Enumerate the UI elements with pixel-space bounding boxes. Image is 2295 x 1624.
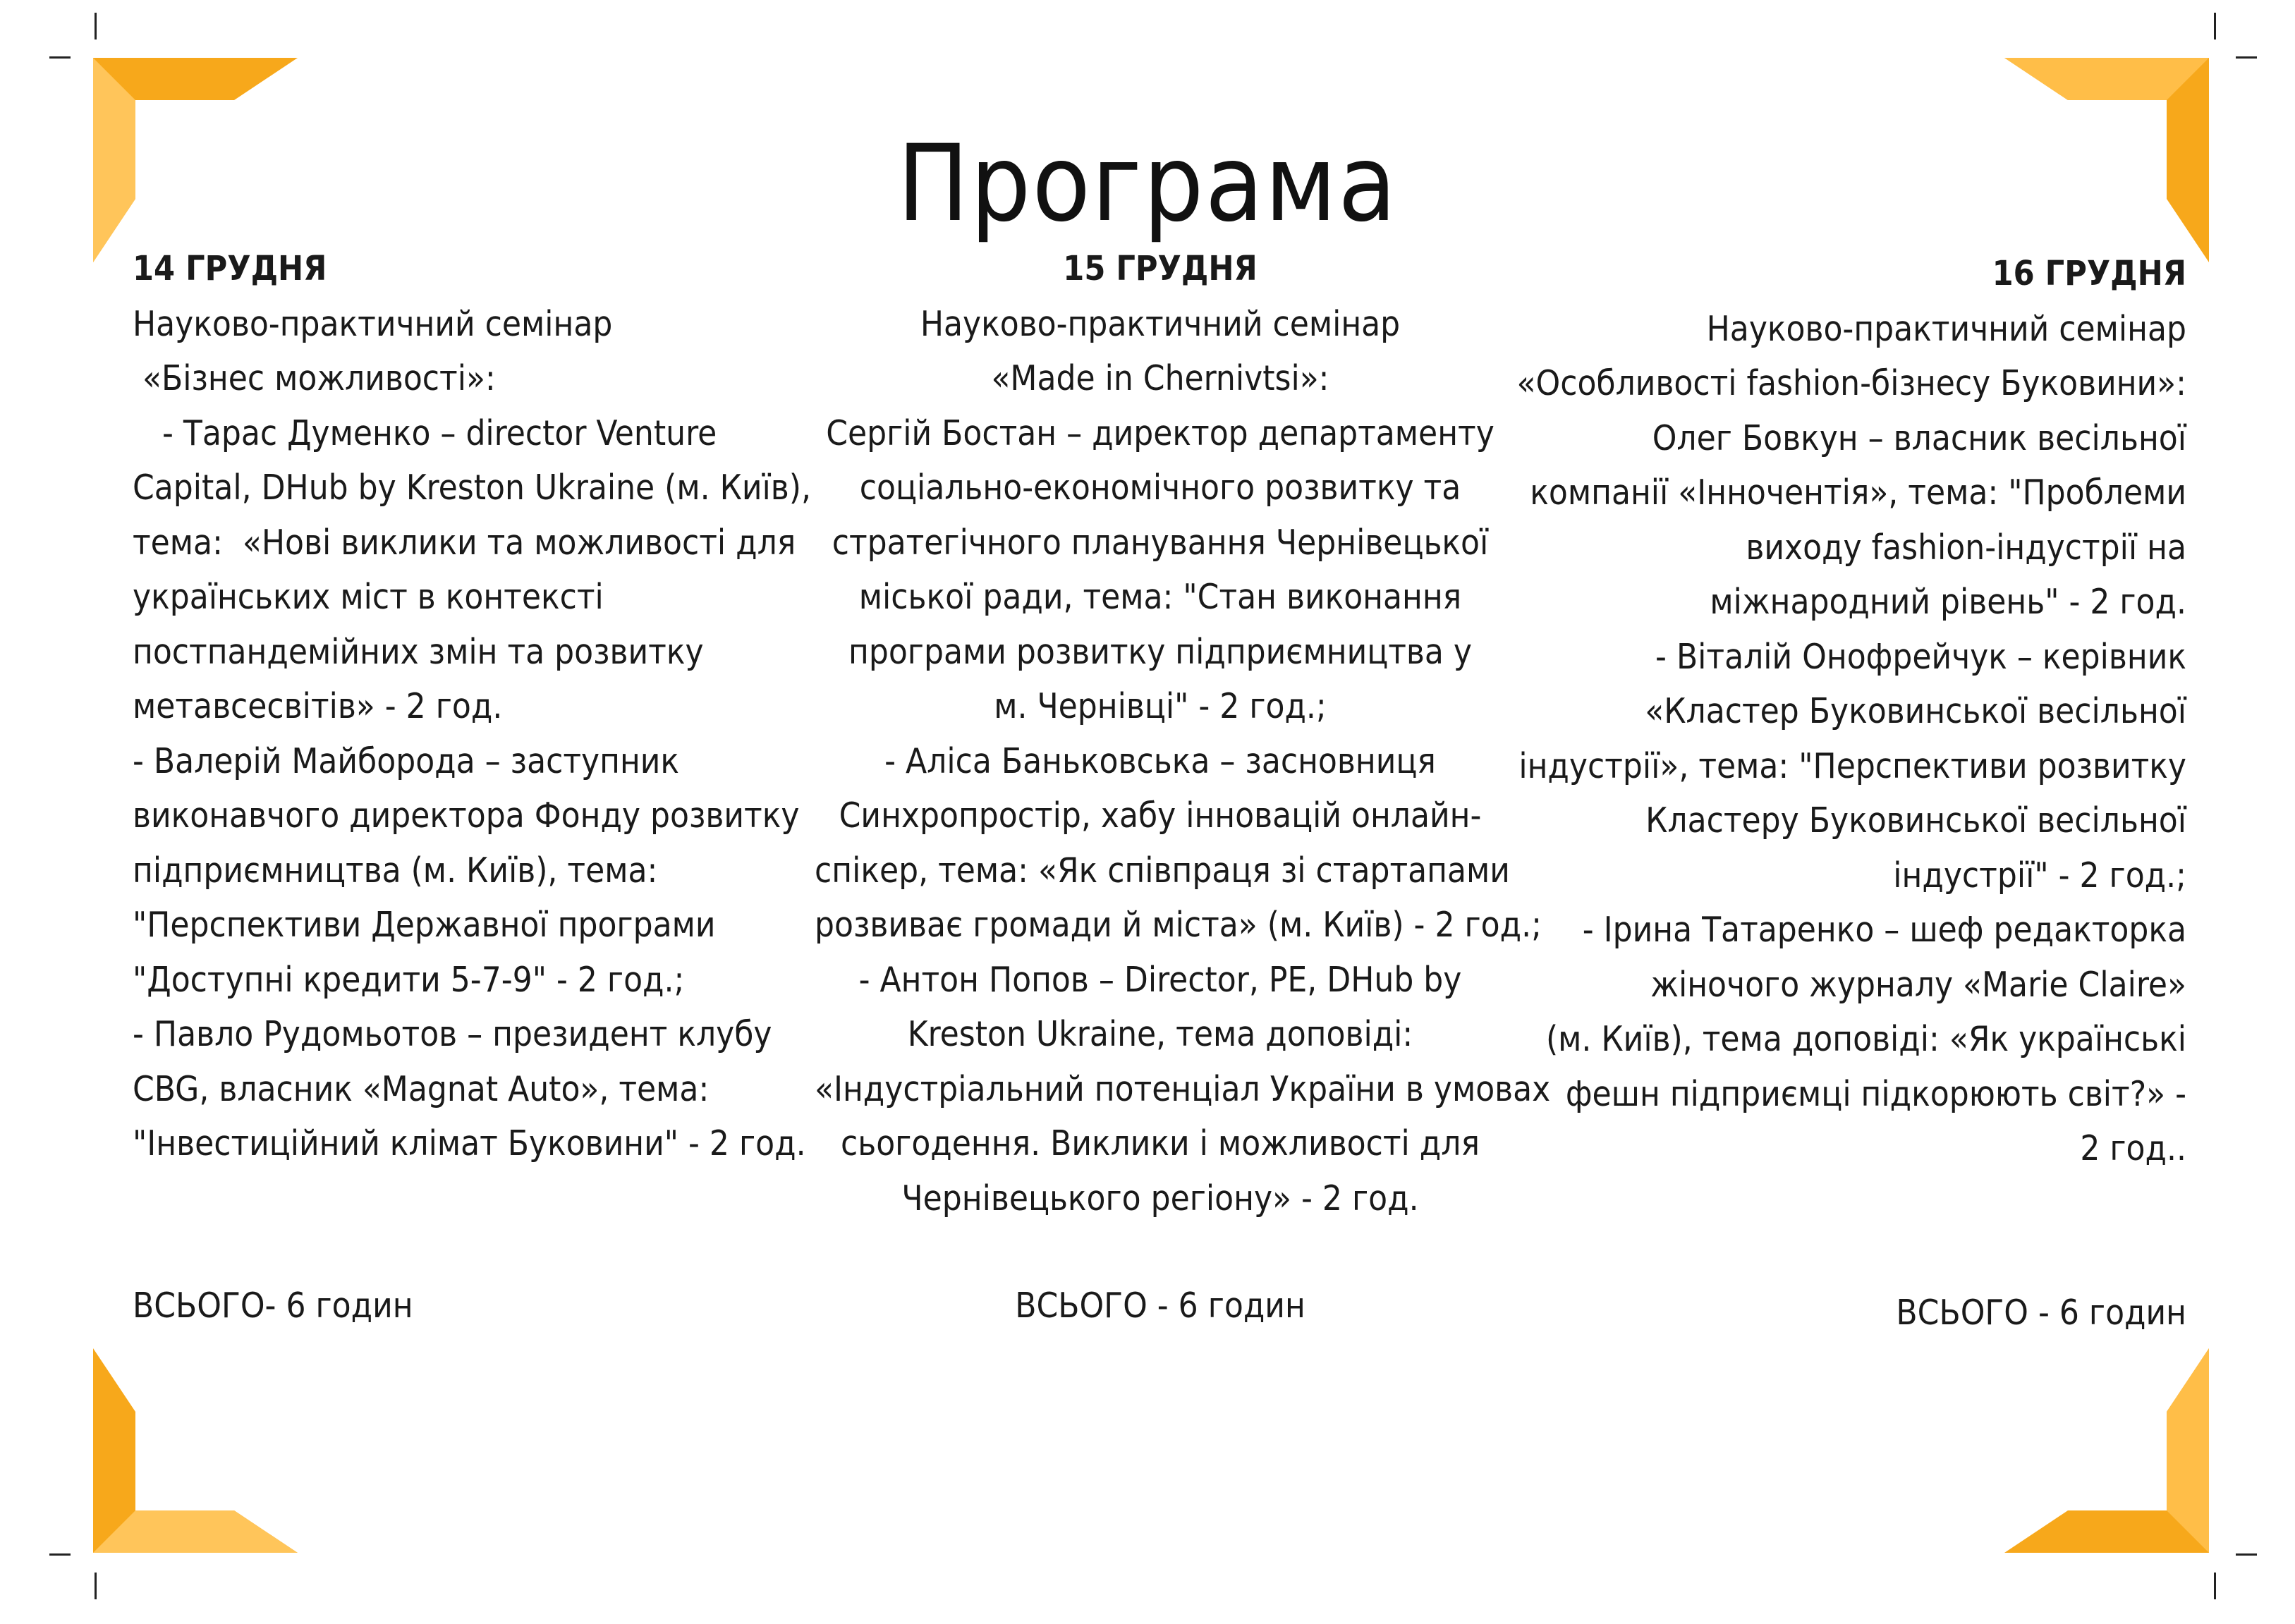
day-total-hours: ВСЬОГО - 6 годин	[1015, 1286, 1305, 1326]
page-title: Програма	[897, 122, 1398, 245]
program-line: жіночого журналу «Marie Claire»	[1650, 964, 2186, 1005]
day-lines	[133, 297, 810, 1171]
program-line: компанії «Інночентія», тема: "Проблеми	[1530, 472, 2186, 513]
program-line: фешн підприємці підкорюють світ?» -	[1565, 1073, 2186, 1114]
program-line: «Особливості fashion-бізнесу Буковини»:	[1516, 363, 2186, 403]
program-line: українських міст в контексті	[133, 577, 604, 617]
program-line: Науково-практичний семінар	[920, 303, 1401, 344]
program-line: постпандемійних змін та розвитку	[133, 631, 704, 672]
program-day-1	[133, 242, 810, 1171]
crop-mark	[49, 56, 71, 59]
program-line: розвиває громади й міста» (м. Київ) - 2 год.;	[815, 905, 1542, 945]
corner-frame-bottom-right-icon	[2004, 1348, 2209, 1553]
program-line: спікер, тема: «Як співпраця зі стартапами	[815, 850, 1510, 891]
program-line: міської ради, тема: "Стан виконання	[858, 577, 1462, 617]
program-line: виходу fashion-індустрії на	[1746, 527, 2186, 568]
day-total-hours: ВСЬОГО - 6 годин	[1896, 1293, 2186, 1333]
program-line: Kreston Ukraine, тема доповіді:	[907, 1014, 1413, 1054]
crop-mark	[95, 1573, 97, 1599]
crop-mark	[49, 1553, 71, 1556]
program-line: підприємництва (м. Київ), тема:	[133, 850, 658, 891]
crop-mark	[95, 13, 97, 39]
program-line: (м. Київ), тема доповіді: «Як українські	[1545, 1019, 2186, 1059]
program-line: соціально-економічного розвитку та	[859, 468, 1461, 508]
day-lines	[815, 297, 1551, 1226]
program-day-2	[815, 242, 1551, 1226]
program-line: - Віталій Онофрейчук – керівник	[1655, 636, 2186, 677]
crop-mark	[2236, 56, 2257, 59]
day-total-hours: ВСЬОГО- 6 годин	[133, 1286, 413, 1326]
program-line: - Антон Попов – Director, PE, DHub by	[858, 959, 1462, 1000]
program-line: індустрії" - 2 год.;	[1893, 855, 2186, 896]
program-line: «Made in Chernivtsi»:	[991, 358, 1329, 398]
day-date: 16 ГРУДНЯ	[1992, 254, 2186, 293]
program-line: - Валерій Майборода – заступник	[133, 740, 680, 781]
program-line: - Павло Рудомьотов – президент клубу	[133, 1014, 772, 1054]
corner-frame-bottom-left-icon	[93, 1348, 298, 1553]
crop-mark	[2214, 13, 2216, 39]
program-line: 2 год..	[2080, 1128, 2186, 1168]
program-line: Науково-практичний семінар	[1706, 308, 2186, 349]
program-line: "Доступні кредити 5-7-9" - 2 год.;	[133, 959, 685, 1000]
program-line: Чернівецького регіону» - 2 год.	[901, 1178, 1419, 1219]
crop-mark	[2214, 1573, 2216, 1599]
program-line: - Ірина Татаренко – шеф редакторка	[1582, 910, 2186, 950]
program-line: Кластеру Буковинської весільної	[1645, 800, 2186, 841]
program-line: Сергій Бостан – директор департаменту	[826, 413, 1495, 453]
program-line: міжнародний рівень" - 2 год.	[1710, 582, 2186, 622]
program-line: програми розвитку підприємництва у	[848, 631, 1472, 672]
program-line: індустрії», тема: "Перспективи розвитку	[1518, 745, 2186, 786]
program-day-3	[1509, 247, 2186, 1176]
program-line: Науково-практичний семінар	[133, 303, 613, 344]
day-date: 14 ГРУДНЯ	[133, 249, 327, 288]
program-line: «Кластер Буковинської весільної	[1645, 691, 2186, 731]
program-line: CBG, власник «Magnat Auto», тема:	[133, 1068, 710, 1109]
program-line: Синхропростір, хабу інновацій онлайн-	[839, 795, 1482, 836]
program-line: виконавчого директора Фонду розвитку	[133, 795, 800, 836]
program-line: тема: «Нові виклики та можливості для	[133, 522, 796, 563]
day-date: 15 ГРУДНЯ	[1063, 249, 1258, 288]
program-line: м. Чернівці" - 2 год.;	[994, 686, 1327, 726]
program-line: «Індустріальний потенціал України в умовах	[815, 1068, 1551, 1109]
program-line: "Перспективи Державної програми	[133, 905, 716, 945]
program-line: "Інвестиційний клімат Буковини" - 2 год.	[133, 1123, 806, 1164]
program-line: «Бізнес можливості»:	[133, 358, 496, 398]
program-line: Олег Бовкун – власник весільної	[1652, 417, 2186, 458]
crop-mark	[2236, 1553, 2257, 1556]
program-line: метавсесвітів» - 2 год.	[133, 686, 503, 726]
program-line: стратегічного планування Чернівецької	[832, 522, 1489, 563]
program-line: - Аліса Баньковська – засновниця	[884, 740, 1436, 781]
program-line: - Тарас Думенко – director Venture	[133, 413, 717, 453]
day-lines	[1509, 302, 2186, 1176]
program-line: Capital, DHub by Kreston Ukraine (м. Київ),	[133, 468, 811, 508]
program-line: сьогодення. Виклики і можливості для	[841, 1123, 1480, 1164]
